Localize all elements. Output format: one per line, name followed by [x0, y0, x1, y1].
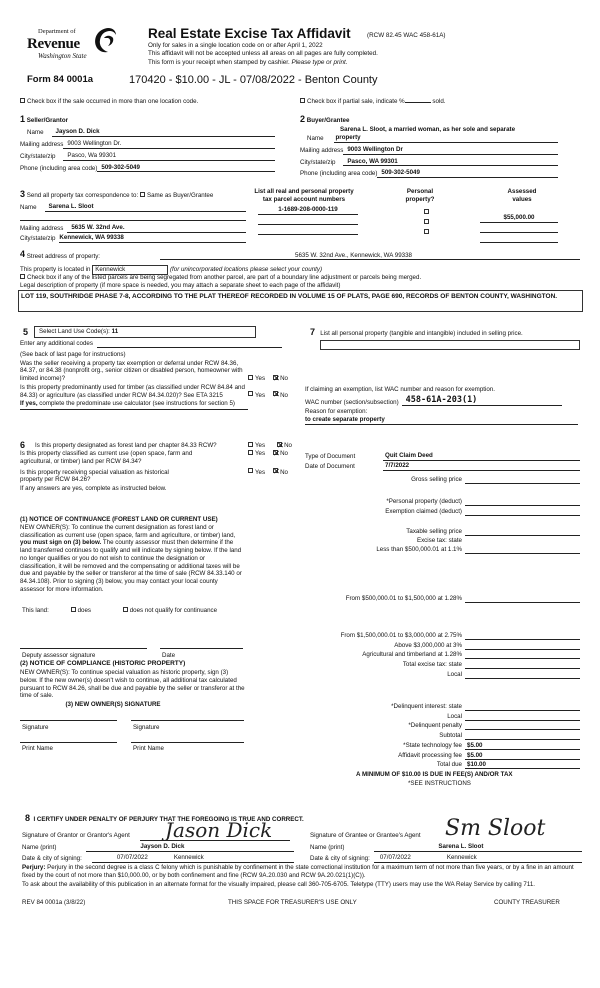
section-4-street [20, 249, 580, 260]
q1-no-checkbox[interactable] [273, 375, 278, 380]
grantor-date-row [22, 854, 294, 863]
parcel-row [258, 226, 558, 236]
no-label: No [280, 450, 289, 457]
logo-line-1: Department of [38, 28, 76, 35]
tax-line-gross [300, 476, 580, 484]
print-name-label: Print Name [22, 745, 53, 752]
land-use-value: 11 [111, 328, 119, 335]
does-not-option[interactable] [123, 607, 217, 614]
grantee-name-field[interactable]: Sarena L. Sloot [374, 843, 582, 852]
partial-sale-check[interactable] [300, 98, 446, 106]
tax-line-processing-fee [300, 752, 580, 760]
does-option[interactable] [71, 607, 91, 614]
grantor-date: 07/07/2022 [116, 854, 148, 861]
q1-yes-checkbox[interactable] [248, 375, 253, 380]
grantee-signature[interactable]: Sm Sloot [445, 816, 546, 841]
doc-date-label: Date of Document [305, 462, 355, 470]
parcel-number-field[interactable]: 1-1689-208-0000-119 [258, 206, 358, 215]
if-yes-bold: If yes, [20, 400, 38, 408]
does-label: does [77, 607, 91, 614]
tax-line-label: Local [447, 671, 462, 679]
any-yes-note: If any answers are yes, complete as instructed below. [20, 485, 167, 492]
section-title: Send all property tax correspondence to: [26, 192, 139, 199]
section-number: 3 [20, 189, 26, 199]
deputy-signature-label: Deputy assessor signature [22, 652, 96, 659]
wac-number-field[interactable]: 458-61A-203(1) [402, 395, 562, 407]
grantor-signature-label: Signature of Grantor or Grantor's Agent [22, 832, 130, 839]
q1-yes-checkbox[interactable] [248, 442, 253, 447]
partial-sale-label: Check box if partial sale, indicate % [307, 98, 405, 105]
seller-mailing-field[interactable]: 9003 Wellington Dr. [63, 140, 275, 149]
seller-phone-field[interactable]: 509-302-5049 [97, 164, 275, 173]
tax-line-label: Exemption claimed (deduct) [385, 508, 462, 516]
name-label: Name [20, 204, 37, 212]
perjury-bold: Perjury: [22, 864, 46, 871]
street-label: Street address of property: [26, 252, 101, 260]
q2-answer [248, 392, 288, 400]
tax-line-label: Subtotal [439, 732, 462, 740]
tax-line-value[interactable] [465, 508, 580, 516]
q3-no-checkbox[interactable] [273, 468, 278, 473]
grantor-name-row [22, 843, 294, 852]
if-yes-note [20, 400, 248, 410]
if-yes-text: complete the predominate use calculator (see instructions for section 5) [39, 400, 235, 408]
assessed-value-field[interactable] [480, 234, 558, 243]
land-use-select[interactable] [34, 326, 256, 338]
does-not-checkbox[interactable] [123, 607, 128, 612]
title-citation: (RCW 82.45 WAC 458-61A) [367, 32, 446, 39]
buyer-phone-field[interactable]: 509-302-5049 [377, 169, 558, 178]
section-6-forest [20, 440, 300, 493]
notice3-title: (3) NEW OWNER(S) SIGNATURE [65, 701, 161, 709]
tax-line-label: Above $3,000,000 at 3% [394, 642, 462, 650]
segregated-check[interactable] [20, 274, 421, 282]
street-address-field[interactable]: 5635 W. 32nd Ave., Kennewick, WA 99338 [160, 252, 580, 261]
q2-yes-checkbox[interactable] [248, 450, 253, 455]
section-3-correspondence [20, 189, 246, 243]
date-city-label: Date & city of signing: [310, 855, 370, 862]
accessibility-notice: To ask about the availability of this publication in an alternate format for the visually impaired, please call 360-705-6705. Teletype (TTY) users may use the WA Relay Service by calling 711. [22, 881, 536, 888]
tax-line-value[interactable] [465, 632, 580, 640]
tax-line-value[interactable] [465, 661, 580, 669]
yes-label: Yes [255, 450, 266, 457]
tax-line-label: From $500,000.01 to $1,500,000 at 1.28% [345, 595, 462, 603]
tax-line-value[interactable] [465, 713, 580, 721]
name-print-label: Name (print) [22, 844, 57, 851]
owner-signature-line-1[interactable] [20, 720, 117, 721]
grantor-name-field[interactable]: Jayson D. Dick [86, 843, 294, 852]
q2-text: Is this property predominantly used for timber (as classified under RCW 84.84 and 84.33) or agriculture (as classified under RCW 84.34.020)? See ETA 3215 [20, 383, 245, 399]
does-checkbox[interactable] [71, 607, 76, 612]
parcel-row [258, 216, 558, 226]
tax-line-value[interactable] [465, 722, 580, 730]
multi-location-check[interactable] [20, 98, 198, 106]
grantor-date-field[interactable] [92, 854, 294, 863]
tax-line-value[interactable]: $5.00 [465, 742, 580, 750]
notice1-bold: you must sign on (3) below. [20, 539, 102, 547]
tax-line-value[interactable] [465, 546, 580, 554]
section-number: 6 [20, 440, 26, 450]
tax-line-penalty [300, 722, 580, 730]
section-title: Buyer/Grantee [306, 117, 350, 124]
no-label: No [280, 468, 289, 476]
exemption-label: If claiming an exemption, list WAC number and reason for exemption. [305, 386, 495, 393]
header-note-3 [148, 59, 348, 67]
yes-label: Yes [255, 468, 266, 476]
personal-property-checkbox[interactable] [424, 229, 429, 234]
buyer-name-line-1: Sarena L. Sloot, a married woman, as her sole and separate [340, 126, 516, 134]
partial-sale-suffix: sold. [432, 98, 446, 105]
q1-text: Is this property designated as forest land per chapter 84.33 RCW? [35, 442, 217, 449]
tax-line-subtotal [300, 732, 580, 740]
tax-line-bracket-2 [300, 595, 580, 603]
checkbox-icon[interactable] [20, 98, 25, 103]
tax-line-value[interactable] [465, 651, 580, 659]
header-note-3-text: This form is your receipt when stamped by cashier. [148, 59, 290, 66]
city-label: City/state/zip [300, 158, 336, 166]
name-label: Name [27, 129, 44, 137]
certify-statement: I CERTIFY UNDER PENALTY OF PERJURY THAT THE FOREGOING IS TRUE AND CORRECT. [33, 816, 304, 823]
tax-line-value[interactable] [465, 703, 580, 711]
correspondence-extra-line[interactable] [20, 212, 246, 221]
correspondence-name-field[interactable]: Sarena L. Sloot [45, 203, 246, 212]
assessed-values-header: Assessed values [507, 188, 537, 203]
deputy-date-label: Date [162, 652, 176, 659]
tax-line-label: Agricultural and timberland at 1.28% [362, 651, 462, 659]
deputy-signature-line[interactable] [20, 648, 147, 649]
print-name-line-1[interactable] [20, 742, 117, 743]
personal-property-checkbox[interactable] [424, 219, 429, 224]
does-not-label: does not qualify for continuance [129, 607, 218, 614]
document-info [305, 452, 580, 471]
located-note: (for unincorporated locations please select your county) [169, 266, 323, 273]
doc-type-label: Type of Document [305, 453, 356, 460]
print-name-label: Print Name [133, 745, 164, 752]
q1-text: Was the seller receiving a property tax exemption or deferral under RCW 84.36, 84.37, or 84.38 (nonprofit org., senior citizen or disabled person, homeowner with limited income)? [20, 359, 243, 382]
tax-line-label: Total excise tax: state [402, 661, 462, 669]
tax-line-value[interactable] [465, 498, 580, 506]
section-2-buyer [300, 114, 558, 178]
name-print-label: Name (print) [310, 844, 345, 851]
tax-line-taxable [300, 528, 580, 536]
personal-property-checkbox[interactable] [424, 209, 429, 214]
treasurer-stamp: 170420 - $10.00 - JL - 07/08/2022 - Benton County [129, 74, 378, 86]
tax-line-bracket-3 [300, 632, 580, 640]
seller-city-field[interactable]: Pasco, Wa 99301 [63, 152, 275, 161]
print-name-line-2[interactable] [131, 742, 244, 743]
tax-line-total-state [300, 661, 580, 669]
tax-line-label: From $1,500,000.01 to $3,000,000 at 2.75% [340, 632, 462, 640]
section-1-seller [20, 114, 275, 172]
yes-label: Yes [255, 442, 266, 449]
q1-answer [248, 442, 292, 450]
buyer-name-field[interactable]: property [334, 134, 558, 143]
name-label: Name [307, 135, 324, 142]
see-back-note: (See back of last page for instructions) [20, 350, 126, 358]
notice-of-compliance [20, 660, 246, 709]
date-city-label: Date & city of signing: [22, 855, 82, 862]
location-select[interactable]: Kennewick [92, 265, 168, 275]
grantee-signature-label: Signature of Grantee or Grantee's Agent [310, 832, 421, 839]
signature-label: Signature [22, 724, 49, 731]
segregated-label: Check box if any of the listed parcels are being segregated from another parcel, are part of a boundary line adjustment or parcels being merged. [27, 274, 422, 281]
tax-line-label: *Delinquent interest: state [391, 703, 462, 711]
q3-yes-checkbox[interactable] [248, 468, 253, 473]
grantee-date-field[interactable] [374, 854, 582, 863]
located-label: This property is located in [20, 266, 91, 273]
perjury-text: Perjury in the second degree is a class C felony which is punishable by confinement in the state correctional institution for a maximum term of not more than five years, or by a fine in an amount fixed by the court of not more than $10,000.00, or by both confinement and fine (RCW 9A.20.030 and RCW 9A.20.021(1)(C)). [22, 864, 574, 879]
section-number: 5 [23, 326, 29, 337]
tax-line-exemption [300, 508, 580, 516]
no-label: No [280, 375, 289, 382]
parcel-header: List all real and personal property tax parcel account numbers [254, 188, 354, 203]
mailing-label: Mailing address [20, 225, 64, 232]
partial-sale-percent-field[interactable] [405, 102, 431, 103]
q3-text: Is this property receiving special valuation as historical property per RCW 84.26? [20, 468, 169, 484]
tax-line-label: *State technology fee [403, 742, 462, 750]
tax-line-label: Gross selling price [411, 476, 462, 484]
parcel-row [258, 206, 558, 221]
tax-line-label: *Personal property (deduct) [386, 498, 462, 506]
buyer-mailing-field[interactable]: 9003 Wellington Dr [343, 146, 558, 155]
notice-of-continuance [20, 516, 242, 594]
checkbox-icon[interactable] [300, 98, 305, 103]
grantee-name-row [310, 843, 582, 852]
tax-line-value[interactable]: $5.00 [465, 752, 580, 760]
form-number: Form 84 0001a [27, 74, 94, 85]
tax-line-label: *Delinquent penalty [408, 722, 462, 730]
q1-answer [248, 375, 288, 383]
county-treasurer: COUNTY TREASURER [494, 899, 560, 906]
tax-line-value[interactable] [465, 595, 580, 603]
q2-no-checkbox[interactable] [273, 450, 278, 455]
tax-line-agricultural [300, 651, 580, 659]
no-label: No [284, 442, 293, 449]
grantee-date: 07/07/2022 [379, 854, 411, 861]
personal-property-header: Personal property? [405, 188, 435, 203]
tax-line-personal [300, 498, 580, 506]
mailing-label: Mailing address [300, 146, 344, 154]
tax-line-total-due [300, 761, 580, 769]
section-number: 4 [20, 249, 26, 259]
personal-property-label: List all personal property (tangible and intangible) included in selling price. [320, 330, 523, 337]
wac-label: WAC number (section/subsection) [305, 398, 399, 406]
treasurer-space: THIS SPACE FOR TREASURER'S USE ONLY [228, 899, 357, 906]
logo-line-2: Revenue [27, 36, 80, 52]
assessed-value-field[interactable]: $55,000.00 [480, 214, 558, 223]
tax-calculation [300, 470, 580, 800]
land-use-label: Select Land Use Code(s): [39, 328, 110, 335]
tax-line-excise-state [300, 537, 580, 545]
correspondence-city-field[interactable]: Kennewick, WA 99338 [59, 234, 246, 243]
grantee-city: Kennewick [446, 854, 477, 861]
see-instructions: *SEE INSTRUCTIONS [408, 780, 471, 787]
multi-location-label: Check box if the sale occurred in more than one location code. [27, 98, 199, 105]
legal-description-field[interactable]: LOT 119, SOUTHRIDGE PHASE 7-8, ACCORDING TO THE PLAT THEREOF RECORDED IN VOLUME 15 OF PLATS, PAGE 690, RECORDS OF BENTON COUNTY, WASHINGTON. [18, 290, 583, 312]
tax-line-value[interactable]: $10.00 [465, 761, 580, 769]
dor-swoosh-logo-icon [92, 26, 118, 54]
mailing-label: Mailing address [20, 141, 64, 148]
grantor-city: Kennewick [173, 854, 204, 861]
city-label: City/state/zip [20, 234, 56, 242]
personal-property-field[interactable] [320, 340, 580, 350]
q3-answer [248, 469, 288, 477]
phone-label: Phone (including area code) [300, 170, 378, 178]
seller-name-field[interactable]: Jayson D. Dick [52, 128, 275, 137]
additional-codes-label: Enter any additional codes [20, 340, 93, 347]
this-land-label: This land: [22, 607, 49, 614]
minimum-due-notice: A MINIMUM OF $10.00 IS DUE IN FEE(S) AND/OR TAX [356, 771, 513, 778]
tax-line-bracket-4 [300, 642, 580, 650]
notice1-title: (1) NOTICE OF CONTINUANCE (FOREST LAND OR CURRENT USE) [20, 516, 218, 523]
tax-line-value[interactable] [465, 642, 580, 650]
parcel-number-field[interactable] [258, 216, 358, 225]
tax-line-label: Local [447, 713, 462, 721]
section-title: Seller/Grantor [26, 117, 69, 124]
tax-line-delinquent-local [300, 713, 580, 721]
parcel-number-field[interactable] [258, 226, 358, 235]
grantor-signature[interactable]: Jason Dick [165, 818, 273, 842]
notice2-title: (2) NOTICE OF COMPLIANCE (HISTORIC PROPERTY) [20, 660, 186, 667]
same-as-buyer-checkbox[interactable] [140, 192, 145, 197]
section-7-personal [310, 327, 580, 350]
tax-line-tech-fee [300, 742, 580, 750]
additional-codes-field[interactable] [97, 340, 282, 348]
notice2-body: NEW OWNER(S): To continue special valuation as historic property, sign (3) below. If the new owner(s) doesn't wish to continue, all additional tax calculated pursuant to RCW 84.26, shall be due and payable by the seller or transferor at the time of sale. [20, 669, 245, 700]
section-number: 8 [25, 813, 31, 823]
section-number: 1 [20, 114, 26, 124]
q1-no-checkbox[interactable] [277, 442, 282, 447]
yes-label: Yes [255, 391, 266, 399]
buyer-city-field[interactable]: Pasco, WA 99301 [343, 158, 558, 167]
reason-label: Reason for exemption: [305, 408, 368, 416]
doc-date-field[interactable]: 7/7/2022 [383, 462, 580, 471]
tax-line-label: Affidavit processing fee [398, 752, 462, 760]
tax-line-bracket-1 [300, 546, 580, 554]
deputy-date-line[interactable] [160, 648, 243, 649]
checkbox-icon[interactable] [20, 274, 25, 279]
owner-signature-line-2[interactable] [131, 720, 244, 721]
q2-text: Is this property classified as current use (open space, farm and agricultural, or timber) land per RCW 84.34? [20, 450, 193, 465]
no-label: No [280, 391, 289, 399]
logo-line-3: Washington State [38, 52, 87, 60]
q2-no-checkbox[interactable] [273, 391, 278, 396]
header-note-3-italic: Please type or print. [291, 59, 348, 66]
city-label: City/state/zip [20, 152, 56, 160]
grantee-date-row [310, 854, 582, 863]
perjury-notice [22, 864, 582, 880]
this-land-row [22, 607, 217, 615]
yes-label: Yes [255, 375, 266, 382]
tax-line-local [300, 671, 580, 679]
section-number: 2 [300, 114, 306, 124]
revision-number: REV 84 0001a (3/8/22) [22, 899, 86, 906]
tax-line-value[interactable] [465, 528, 580, 536]
doc-type-field[interactable]: Quit Claim Deed [383, 452, 580, 461]
correspondence-mailing-field[interactable]: 5635 W. 32nd Ave. [67, 224, 246, 233]
legal-label: Legal description of property (if more space is needed, you may attach a separate sheet to each page of the affidavit) [20, 282, 341, 289]
section-number: 7 [310, 327, 316, 337]
reason-field[interactable]: to create separate property [305, 416, 578, 425]
header-note-2: This affidavit will not be accepted unless all areas on all pages are fully completed. [148, 50, 378, 57]
tax-line-label: Taxable selling price [406, 528, 462, 536]
page-title: Real Estate Excise Tax Affidavit [148, 26, 351, 41]
tax-line-delinquent-state [300, 703, 580, 711]
tax-line-value[interactable] [465, 671, 580, 679]
q2-yes-checkbox[interactable] [248, 391, 253, 396]
section-5-land-use [20, 326, 289, 410]
tax-line-value[interactable] [465, 476, 580, 484]
dor-logo [20, 26, 120, 66]
tax-line-label: Excise tax: state [416, 537, 462, 544]
notice1-text-b: The county assessor must then determine if the land transferred continues to qualify and will indicate by signing below. If the land no longer qualifies or you do not wish to continue the designation or classification, it will be removed and the compensating or additional taxes will be due and payable by the seller or transferor at the time of sale (RCW 84.33.140 or 84.34.108). Prior to signing (3) below, you may contact your local county assessor for more information. [20, 539, 242, 593]
q2-answer [248, 450, 288, 458]
tax-line-value[interactable] [465, 732, 580, 740]
signature-label: Signature [133, 724, 160, 731]
header-note-1: Only for sales in a single location code on or after April 1, 2022 [148, 42, 323, 49]
notice1-body [20, 524, 242, 594]
grantor-signature-line [140, 840, 290, 841]
notice1-text-a: NEW OWNER(S): To continue the current designation as forest land or classification as current use (open space, farm and agriculture, or timber) land, [20, 523, 236, 539]
tax-line-label: Less than $500,000.01 at 1.1% [376, 546, 462, 554]
same-as-buyer-label: Same as Buyer/Grantee [146, 192, 214, 199]
phone-label: Phone (including area code) [20, 164, 98, 172]
tax-line-label: Total due [436, 761, 462, 769]
exemption-block [305, 386, 585, 425]
